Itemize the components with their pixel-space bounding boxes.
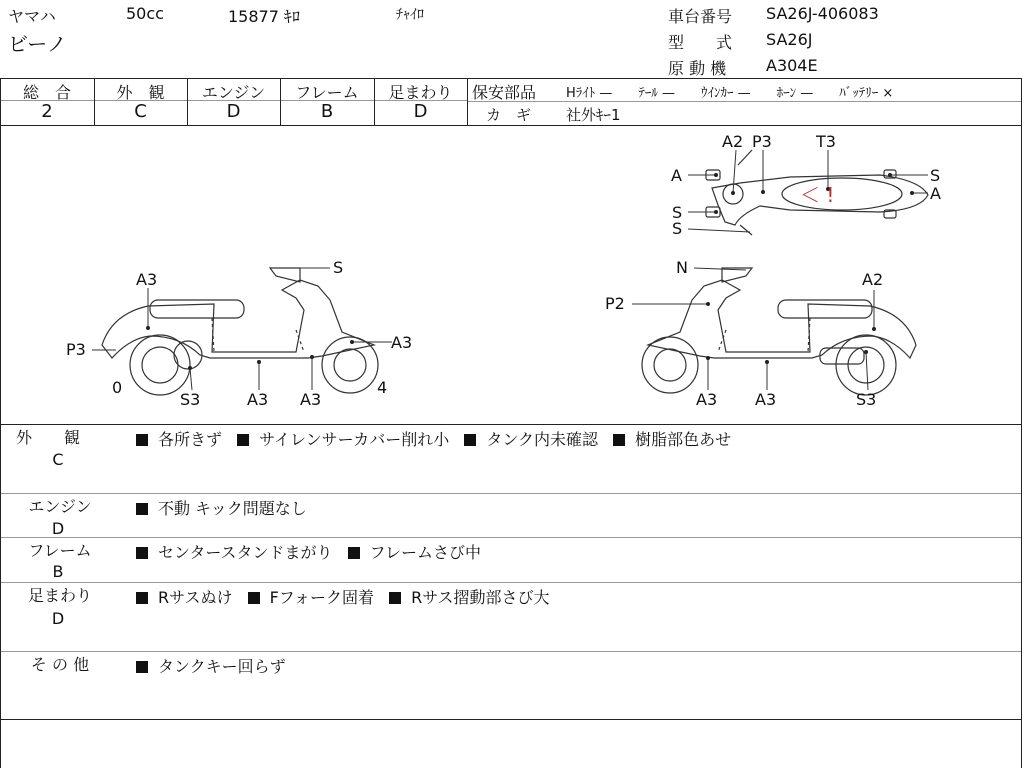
bullet-icon: [248, 592, 260, 604]
divider-sec2: [0, 537, 1022, 538]
bullet-icon: [136, 434, 148, 446]
bullet-icon: [464, 434, 476, 446]
bullet-icon: [237, 434, 249, 446]
border-right: [1021, 78, 1022, 768]
damage-diagram: [0, 126, 1021, 424]
grade-value-exterior: C: [134, 101, 147, 122]
divider-sec4: [0, 651, 1022, 652]
divider-sec3: [0, 582, 1022, 583]
section-grade-suspension: D: [51, 609, 65, 628]
body-color: ﾁｬｲﾛ: [396, 7, 424, 23]
label-right-a3-floor2: A3: [755, 390, 777, 409]
bullet-icon: [136, 592, 148, 604]
engine-label: 原 動 機: [668, 59, 727, 78]
grade-value-suspension: D: [413, 101, 428, 122]
section-items-other: [136, 654, 296, 677]
section-label-engine: エンジン: [28, 497, 92, 516]
engine-value: A304E: [766, 56, 818, 75]
label-top-s-right: S: [930, 166, 941, 185]
bullet-icon: [613, 434, 625, 446]
maker-name: ヤマハ: [8, 7, 56, 26]
key-label: カ ギ: [486, 106, 532, 124]
label-right-s3: S3: [856, 390, 877, 409]
label-right-a2: A2: [862, 270, 884, 289]
section-items-suspension: [136, 585, 560, 608]
grade-col-5: [467, 78, 468, 125]
grade-label-frame: フレーム: [295, 83, 359, 102]
section-label-exterior: 外 観: [15, 428, 80, 447]
note-item: 樹脂部色あせ: [635, 430, 732, 449]
grade-value-frame: B: [320, 101, 334, 122]
section-label-other: そ の 他: [30, 655, 90, 674]
section-grade-frame: B: [52, 562, 64, 581]
note-item: サイレンサーカバー削れ小: [259, 430, 450, 449]
note-item: センタースタンドまがり: [158, 543, 333, 562]
divider-safety-row: [468, 101, 1022, 102]
divider-sec5: [0, 719, 1022, 720]
label-top-p3: P3: [752, 132, 772, 151]
section-label-frame: フレーム: [28, 541, 92, 560]
safety-items: Hﾗｲﾄ — ﾃｰﾙ — ｳｲﾝｶｰ — ﾎｰﾝ — ﾊﾞｯﾃﾘｰ ×: [566, 86, 894, 101]
chassis-value: SA26J-406083: [766, 4, 879, 23]
note-item: Fフォーク固着: [269, 588, 374, 607]
type-value: SA26J: [766, 30, 813, 49]
label-left-a3-floor1: A3: [247, 390, 269, 409]
label-top-a2: A2: [722, 132, 744, 151]
note-item: フレームさび中: [369, 543, 482, 562]
grade-value-engine: D: [226, 101, 241, 122]
divider-diagram: [0, 424, 1022, 425]
model-name: ビーノ: [8, 32, 67, 56]
divider-sec1: [0, 493, 1022, 494]
label-top-s-left1: S: [672, 203, 683, 222]
grade-label-engine: エンジン: [201, 83, 266, 102]
label-left-zero: 0: [112, 378, 123, 397]
label-right-p2: P2: [605, 294, 625, 313]
grade-label-suspension: 足まわり: [388, 83, 453, 102]
note-item: Rサス摺動部さび大: [411, 588, 550, 607]
safety-label: 保安部品: [472, 83, 537, 102]
note-item: タンクキー回らず: [158, 657, 286, 676]
grade-value-overall: 2: [41, 101, 53, 122]
bullet-icon: [136, 503, 148, 515]
displacement: 50cc: [126, 4, 164, 23]
label-top-a-left: A: [671, 166, 682, 185]
grade-label-overall: 総 合: [22, 83, 71, 102]
section-items-exterior: [136, 427, 741, 450]
label-left-s3: S3: [180, 390, 201, 409]
bullet-icon: [348, 547, 360, 559]
label-right-a3-floor1: A3: [696, 390, 718, 409]
section-items-frame: [136, 540, 491, 563]
bullet-icon: [136, 661, 148, 673]
section-label-suspension: 足まわり: [27, 586, 92, 605]
mileage: 15877 ｷﾛ: [228, 7, 300, 26]
label-left-a3-seat: A3: [136, 270, 158, 289]
note-item: 不動 キック問題なし: [158, 499, 307, 518]
label-top-a-right: A: [930, 184, 941, 203]
handwritten-note: ＜ !: [800, 183, 835, 207]
section-items-engine: [136, 496, 317, 519]
label-right-n: N: [676, 258, 688, 277]
label-left-a3-front: A3: [391, 333, 413, 352]
bullet-icon: [136, 547, 148, 559]
key-value: 社外ｷｰ1: [566, 106, 621, 124]
label-top-s-left2: S: [672, 219, 683, 238]
label-left-s: S: [333, 258, 344, 277]
label-left-a3-floor2: A3: [300, 390, 322, 409]
label-top-t3: T3: [816, 132, 836, 151]
note-item: タンク内未確認: [486, 430, 599, 449]
section-grade-engine: D: [51, 519, 65, 538]
type-label: 型 式: [668, 33, 733, 52]
section-grade-exterior: C: [52, 450, 64, 469]
bullet-icon: [389, 592, 401, 604]
divider-header: [0, 78, 1022, 79]
note-item: 各所きず: [158, 430, 223, 449]
grade-label-exterior: 外 観: [116, 83, 165, 102]
label-left-four: 4: [377, 378, 388, 397]
chassis-label: 車台番号: [668, 7, 733, 26]
label-left-p3: P3: [66, 340, 86, 359]
note-item: Rサスぬけ: [158, 588, 233, 607]
